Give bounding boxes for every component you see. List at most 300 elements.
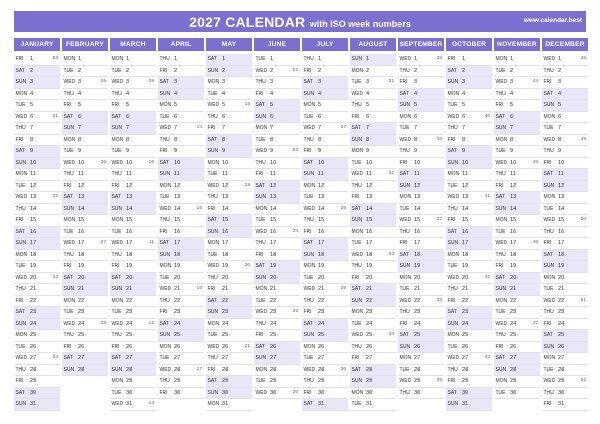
day-number: 20 <box>366 274 373 281</box>
day-row <box>302 100 348 112</box>
weekday-label: THU <box>63 251 74 258</box>
weekday-label: SUN <box>159 251 171 258</box>
day-row <box>14 376 60 388</box>
day-number: 9 <box>78 148 82 154</box>
week-number: 46 <box>532 240 538 245</box>
day-number: 13 <box>78 194 85 200</box>
day-row <box>350 158 396 170</box>
weekday-label: WED <box>159 366 172 373</box>
day-number: 29 <box>318 378 325 384</box>
weekday-label: FRI <box>159 309 168 315</box>
weekday-label: THU <box>399 228 410 235</box>
weekday-label: SAT <box>303 320 313 327</box>
weekday-label: FRI <box>351 355 360 361</box>
day-number: 9 <box>222 148 226 154</box>
weekday-label: WED <box>15 113 28 120</box>
day-number: 16 <box>30 228 37 235</box>
day-number: 21 <box>126 286 133 292</box>
day-number: 11 <box>174 171 180 177</box>
weekday-label: FRI <box>15 217 24 223</box>
day-number: 20 <box>558 274 565 281</box>
day-number: 19 <box>318 263 325 269</box>
week-number: 45 <box>532 159 538 165</box>
day-number: 9 <box>30 148 34 154</box>
weekday-label: SAT <box>351 286 361 292</box>
day-number: 3 <box>126 79 130 85</box>
day-number: 15 <box>222 217 229 223</box>
week-number: 11 <box>149 240 154 245</box>
month-header: DECEMBER <box>542 38 588 51</box>
weekday-label: TUE <box>207 332 218 338</box>
day-number: 17 <box>270 240 277 246</box>
day-number: 8 <box>270 136 274 143</box>
day-number: 12 <box>174 182 181 189</box>
weekday-label: WED <box>351 90 364 97</box>
day-row <box>446 158 492 170</box>
day-number: 8 <box>462 136 466 143</box>
day-number: 29 <box>126 378 133 384</box>
weekday-label: TUE <box>15 102 26 108</box>
weekday-label: SAT <box>447 389 457 396</box>
weekday-label: MON <box>15 251 28 258</box>
day-number: 23 <box>318 309 325 315</box>
day-number: 28 <box>78 366 85 373</box>
day-number: 24 <box>126 320 133 327</box>
weekday-label: TUE <box>159 274 170 281</box>
week-number: 37 <box>436 217 442 222</box>
week-number: 32 <box>388 171 394 176</box>
weekday-label: SAT <box>255 263 265 269</box>
day-number: 29 <box>270 378 277 384</box>
site-url: www.calendar.best <box>523 17 582 24</box>
weekday-label: SUN <box>255 113 267 120</box>
day-row <box>206 204 252 216</box>
day-number: 21 <box>462 286 469 292</box>
day-number: 20 <box>174 274 181 281</box>
day-number: 14 <box>174 205 181 212</box>
weekday-label: SUN <box>495 125 507 131</box>
weekday-label: SAT <box>543 332 553 338</box>
day-number: 21 <box>318 286 325 292</box>
weekday-label: SUN <box>111 366 123 373</box>
day-number: 11 <box>126 171 132 177</box>
weekday-label: MON <box>303 102 316 108</box>
weekday-label: FRI <box>447 136 456 143</box>
day-number: 25 <box>222 332 229 338</box>
weekday-label: THU <box>543 309 554 315</box>
weekday-label: FRI <box>15 136 24 143</box>
day-row <box>302 376 348 388</box>
month-header: MAY <box>206 38 252 51</box>
day-number: 17 <box>78 240 85 246</box>
weekday-label: TUE <box>303 194 314 200</box>
day-number: 17 <box>462 240 469 246</box>
day-number: 25 <box>318 332 325 338</box>
day-number: 22 <box>270 297 277 304</box>
weekday-label: FRI <box>111 263 120 269</box>
day-number: 8 <box>558 136 562 143</box>
day-row <box>350 169 396 181</box>
weekday-label: WED <box>303 205 316 212</box>
day-row <box>158 135 204 147</box>
day-row <box>446 89 492 101</box>
day-row <box>110 376 156 388</box>
day-number: 14 <box>126 205 133 212</box>
day-number: 27 <box>222 355 229 361</box>
day-number: 20 <box>222 274 229 281</box>
weekday-label: SAT <box>63 113 73 120</box>
day-row <box>446 227 492 239</box>
weekday-label: SAT <box>63 355 73 361</box>
weekday-label: THU <box>351 102 362 108</box>
day-row <box>350 273 396 285</box>
weekday-label: SAT <box>255 343 265 350</box>
weekday-label: MON <box>543 355 556 361</box>
day-row <box>542 399 588 411</box>
weekday-label: MON <box>111 136 124 143</box>
day-row <box>350 365 396 377</box>
day-number: 17 <box>414 240 421 246</box>
day-row <box>542 204 588 216</box>
weekday-label: WED <box>207 102 220 108</box>
day-row <box>302 273 348 285</box>
day-number: 19 <box>174 263 181 269</box>
weekday-label: MON <box>63 56 76 62</box>
weekday-label: WED <box>111 401 124 407</box>
day-number: 12 <box>462 182 469 189</box>
day-number: 8 <box>318 136 322 143</box>
day-row <box>542 227 588 239</box>
day-number: 14 <box>222 205 229 212</box>
weekday-label: FRI <box>159 67 168 74</box>
weekday-label: FRI <box>495 182 504 189</box>
day-row <box>302 112 348 124</box>
weekday-label: TUE <box>111 389 122 396</box>
weekday-label: TUE <box>399 286 410 292</box>
day-row <box>302 342 348 354</box>
day-row <box>350 227 396 239</box>
day-row <box>62 181 108 193</box>
day-row <box>494 250 540 262</box>
weekday-label: FRI <box>63 263 72 269</box>
day-number: 16 <box>270 228 277 235</box>
weekday-label: TUE <box>63 67 74 74</box>
weekday-label: FRI <box>159 148 168 154</box>
weekday-label: SUN <box>255 355 267 361</box>
day-number: 17 <box>174 240 181 246</box>
week-number: 35 <box>436 56 442 61</box>
month-header: FEBRUARY <box>62 38 108 51</box>
day-number: 3 <box>462 79 466 85</box>
day-row <box>542 273 588 285</box>
week-number: 40 <box>484 113 490 119</box>
weekday-label: FRI <box>63 102 72 108</box>
day-row <box>14 89 60 101</box>
weekday-label: THU <box>543 228 554 235</box>
weekday-label: WED <box>543 56 556 62</box>
day-row <box>254 123 300 135</box>
day-number: 14 <box>510 205 517 212</box>
day-row <box>494 261 540 273</box>
day-number: 16 <box>174 228 181 235</box>
day-row <box>62 353 108 365</box>
day-row <box>542 192 588 204</box>
day-row <box>302 192 348 204</box>
day-row <box>350 135 396 147</box>
day-row <box>302 250 348 262</box>
day-number: 14 <box>78 205 85 212</box>
week-number: 34 <box>388 332 394 337</box>
day-number: 27 <box>174 355 181 361</box>
day-number: 30 <box>30 389 37 396</box>
day-row <box>350 123 396 135</box>
day-number: 21 <box>222 286 229 292</box>
weekday-label: SAT <box>111 355 121 361</box>
day-row <box>446 135 492 147</box>
day-row <box>446 112 492 124</box>
day-number: 16 <box>78 228 85 235</box>
day-row <box>14 204 60 216</box>
weekday-label: SUN <box>111 125 123 131</box>
weekday-label: TUE <box>351 240 362 246</box>
weekday-label: WED <box>63 159 76 166</box>
day-number: 10 <box>78 159 85 166</box>
day-row <box>158 227 204 239</box>
weekday-label: FRI <box>303 148 312 154</box>
weekday-label: TUE <box>495 389 506 396</box>
day-row <box>398 66 444 78</box>
day-row <box>302 353 348 365</box>
day-number: 6 <box>30 113 34 120</box>
day-number: 22 <box>30 297 37 304</box>
weekday-label: MON <box>255 125 268 131</box>
day-number: 15 <box>78 217 85 223</box>
weekday-label: MON <box>495 56 508 62</box>
day-number: 1 <box>366 56 370 62</box>
day-number: 12 <box>222 182 229 189</box>
day-row <box>446 342 492 354</box>
day-row <box>302 284 348 296</box>
day-row <box>350 399 396 411</box>
day-row <box>254 342 300 354</box>
day-number: 7 <box>78 125 82 131</box>
day-number: 20 <box>270 274 277 281</box>
weekday-label: TUE <box>303 113 314 120</box>
day-number: 13 <box>30 194 37 200</box>
day-number: 16 <box>510 228 517 235</box>
day-row <box>158 192 204 204</box>
weekday-label: TUE <box>207 90 218 97</box>
weekday-label: SUN <box>543 343 555 350</box>
day-number: 28 <box>30 366 37 373</box>
weekday-label: SAT <box>15 67 25 74</box>
weekday-label: SUN <box>495 205 507 212</box>
weekday-label: SUN <box>63 366 75 373</box>
day-row <box>110 112 156 124</box>
day-row <box>206 100 252 112</box>
day-row <box>206 250 252 262</box>
day-row <box>110 342 156 354</box>
day-number: 31 <box>318 401 325 407</box>
weekday-label: WED <box>303 366 316 373</box>
weekday-label: SAT <box>159 240 169 246</box>
weekday-label: FRI <box>447 217 456 223</box>
weekday-label: SUN <box>63 286 75 292</box>
day-row <box>398 365 444 377</box>
day-row <box>350 296 396 308</box>
weekday-label: THU <box>207 113 218 120</box>
day-row <box>542 261 588 273</box>
week-number: 47 <box>532 320 538 326</box>
day-number: 28 <box>318 366 325 373</box>
weekday-label: TUE <box>495 148 506 154</box>
weekday-label: MON <box>303 182 316 189</box>
weekday-label: MON <box>447 251 460 258</box>
day-number: 15 <box>318 217 325 223</box>
day-number: 4 <box>174 90 178 97</box>
day-number: 28 <box>510 366 517 373</box>
weekday-label: WED <box>495 159 508 166</box>
day-row <box>110 330 156 342</box>
weekday-label: FRI <box>399 320 408 327</box>
day-row <box>254 204 300 216</box>
day-row <box>350 54 396 66</box>
day-number: 13 <box>462 194 469 200</box>
weekday-label: SAT <box>207 378 217 384</box>
day-number: 11 <box>222 171 228 177</box>
day-number: 17 <box>30 240 37 246</box>
weekday-label: WED <box>543 297 556 304</box>
day-number: 23 <box>126 309 133 315</box>
day-number: 15 <box>462 217 469 223</box>
weekday-label: FRI <box>303 67 312 74</box>
day-number: 31 <box>558 401 565 407</box>
weekday-label: WED <box>15 355 28 361</box>
day-row <box>494 123 540 135</box>
day-row <box>542 123 588 135</box>
day-number: 28 <box>126 366 133 373</box>
day-row <box>110 399 156 411</box>
day-number: 13 <box>270 194 277 200</box>
day-row <box>446 376 492 388</box>
page-title: 2027 CALENDAR <box>189 14 306 30</box>
week-number: 12 <box>148 320 154 326</box>
weekday-label: SUN <box>543 102 555 108</box>
week-number: 08 <box>100 320 106 326</box>
day-number: 24 <box>78 320 85 327</box>
day-row <box>302 146 348 158</box>
day-number: 10 <box>126 159 133 166</box>
weekday-label: SAT <box>159 159 169 166</box>
weekday-label: SUN <box>399 263 411 269</box>
day-number: 24 <box>174 320 181 327</box>
day-row <box>14 66 60 78</box>
weekday-label: WED <box>63 79 76 85</box>
day-row <box>158 296 204 308</box>
day-number: 12 <box>414 182 421 189</box>
day-number: 5 <box>318 102 322 108</box>
day-row <box>254 100 300 112</box>
day-row <box>14 342 60 354</box>
day-row <box>446 319 492 331</box>
day-number: 18 <box>366 251 373 258</box>
weekday-label: WED <box>447 194 460 200</box>
day-row <box>254 158 300 170</box>
weekday-label: SUN <box>207 148 219 154</box>
day-row <box>206 158 252 170</box>
weekday-label: WED <box>447 274 460 281</box>
day-row <box>254 66 300 78</box>
day-row <box>62 227 108 239</box>
weekday-label: FRI <box>543 320 552 327</box>
weekday-label: FRI <box>159 389 168 396</box>
weekday-label: TUE <box>447 263 458 269</box>
day-number: 14 <box>558 205 565 212</box>
day-row <box>446 204 492 216</box>
day-number: 29 <box>510 378 517 384</box>
weekday-label: WED <box>63 240 76 246</box>
day-number: 26 <box>78 343 85 350</box>
day-number: 25 <box>366 332 373 338</box>
day-number: 23 <box>174 309 181 315</box>
day-row <box>542 215 588 227</box>
day-number: 3 <box>78 79 82 85</box>
day-row <box>446 215 492 227</box>
weekday-label: MON <box>15 332 28 338</box>
weekday-label: TUE <box>15 182 26 189</box>
day-row <box>158 66 204 78</box>
day-row <box>302 307 348 319</box>
weekday-label: SAT <box>399 90 409 97</box>
day-number: 6 <box>558 113 562 120</box>
week-number: 05 <box>100 79 106 84</box>
weekday-label: SUN <box>111 205 123 212</box>
day-row <box>398 54 444 66</box>
day-row <box>542 250 588 262</box>
weekday-label: THU <box>255 240 266 246</box>
day-row <box>254 250 300 262</box>
day-number: 21 <box>510 286 517 292</box>
day-row <box>446 146 492 158</box>
day-number: 30 <box>414 389 421 396</box>
day-row <box>446 192 492 204</box>
day-number: 15 <box>510 217 517 223</box>
day-number: 27 <box>510 355 517 361</box>
weekday-label: SUN <box>399 102 411 108</box>
day-row <box>494 181 540 193</box>
day-row <box>158 353 204 365</box>
day-number: 20 <box>510 274 517 281</box>
day-number: 18 <box>270 251 277 258</box>
day-number: 26 <box>174 343 181 350</box>
day-row <box>110 54 156 66</box>
weekday-label: SUN <box>543 263 555 269</box>
week-number: 50 <box>580 217 586 222</box>
day-row <box>254 112 300 124</box>
day-number: 8 <box>174 136 178 143</box>
month-header: OCTOBER <box>446 38 492 51</box>
day-number: 1 <box>174 56 178 62</box>
day-row <box>62 158 108 170</box>
weekday-label: SUN <box>15 159 27 166</box>
day-row <box>494 204 540 216</box>
weekday-label: THU <box>495 90 506 97</box>
day-number: 9 <box>558 148 562 154</box>
weekday-label: WED <box>255 389 268 396</box>
week-number: 01 <box>52 113 58 119</box>
day-row <box>398 100 444 112</box>
day-row <box>206 296 252 308</box>
